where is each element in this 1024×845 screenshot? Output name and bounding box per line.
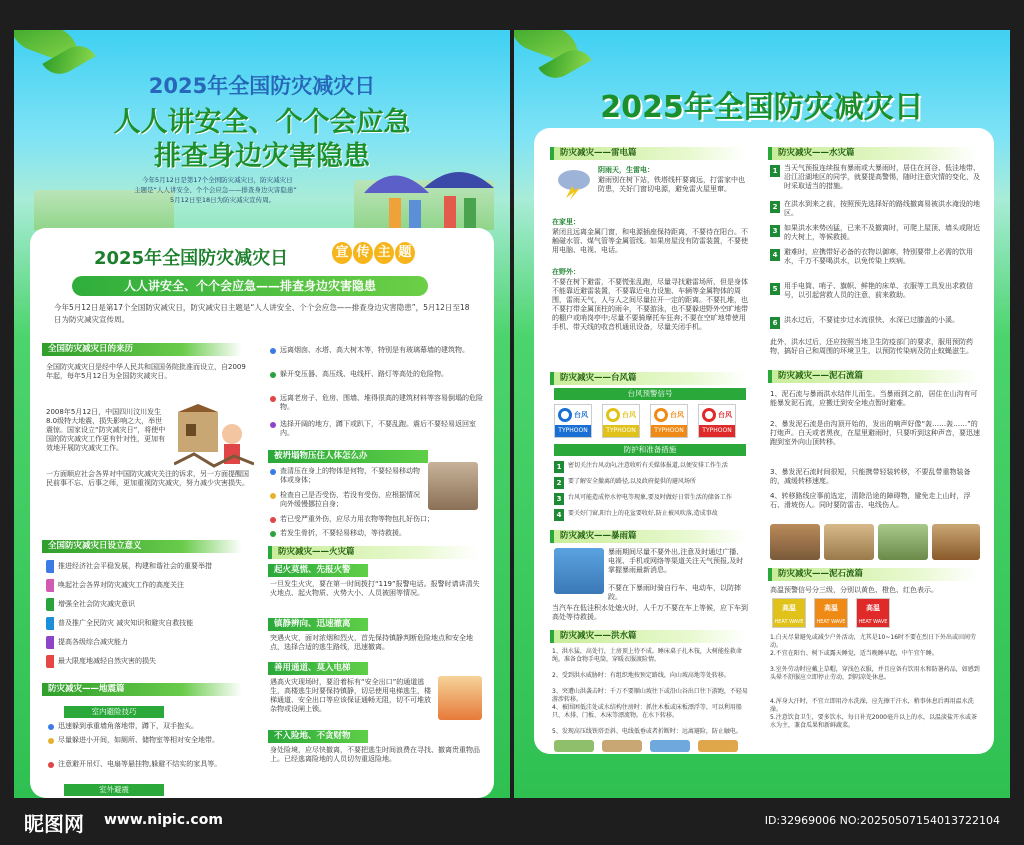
fire-subtitle-3: 善用通道、莫入电梯 — [268, 662, 368, 675]
mudflow-illustration — [878, 524, 928, 560]
heat-item: 4.浑身大汗时，不宜立即用冷水洗澡，应先擦干汗水，稍事休息后再用温水洗澡。 — [770, 698, 974, 713]
right-poster — [514, 30, 1010, 798]
title-tag-char: 宣 — [332, 242, 352, 264]
theme-banner: 人人讲安全、个个会应急——排查身边灾害隐患 — [72, 276, 428, 296]
quake-outdoor-item: 选择开阔的地方，蹲下或趴下，不要乱跑。震后不要轻易返回室内。 — [270, 420, 484, 438]
left-header-line2: 人人讲安全、个个会应急 — [113, 107, 411, 138]
image-id: ID:32969006 NO:20250507154013722104 — [764, 814, 1000, 827]
mudflow-item: 2、暴发泥石流是由沟顶开始的，发出的响声好像“轰……轰……”的打炮声。白天或者黑夜，在屋里避雨时，只要听到这种声音，要迅速跑到室外向山顶转移。 — [770, 420, 980, 446]
flood-left-title: 防灾减灾——洪水篇 — [550, 630, 746, 643]
typhoon-title: 防灾减灾——台风篇 — [550, 372, 746, 385]
quake-outdoor-item: 远离烟囱、水塔、高大树木等，特别是有玻璃幕墙的建筑物。 — [270, 346, 484, 355]
quake-indoor-item: 注意避开吊灯、电扇等悬挂物,躲避不结实的家具等。 — [48, 760, 258, 769]
panel-title: 2025年全国防灾减灾日 — [94, 248, 289, 269]
flood-illustration — [554, 740, 594, 752]
thunder-cloud-icon — [554, 166, 594, 200]
meaning-item: 增强全社会防灾减灾意识 — [46, 598, 256, 611]
heat-item: 3.室外劳动时应戴上草帽，穿浅色衣服，并且应备有饮用水和防暑药品，如感到头晕不舒服应立即停止劳动，到阴凉处休息。 — [770, 666, 980, 681]
typhoon-measures-title: 防护和准备措施 — [554, 444, 746, 456]
mudflow-illustration — [932, 524, 980, 560]
thunder-text-3: 不要在树下避雷，不要慌张乱跑，尽量寻找避雷场所，但是身体不能靠近避雷装置，不要靠近电力设施、车辆等金属物体的周围，雷雨天气，人与人之间尽量拉开一定的距离。不要扎堆，也不要打带金属顶柱的雨伞，不要游泳，也不要躲进野外空旷地带的棚户或哨岗亭中;尽量不要骑摩托车狂奔;不要在空旷地带使用手机、带天线的收音机通讯设备，尽量关闭手机。 — [552, 278, 748, 331]
site-logo: 昵图网 — [24, 812, 84, 836]
origin-paragraph-2b: 一方面顺应社会各界对中国防灾减灾关注的诉求，另一方面提醒国民前事不忘、后事之师，更加重视防灾减灾，努力减少灾害损失。 — [46, 470, 249, 487]
heat-item: 5.注意饮食卫生，要多饮水，每日补充2000毫升以上的水，以温淡盐开水或茶水为主，兼食瓜果和新鲜蔬菜。 — [770, 714, 977, 729]
thunder-title: 防灾减灾——雷电篇 — [550, 147, 746, 160]
flood-left-item: 1、洪水猛，高处行，土房顶上待不成。睡床桌子扎木筏，大树能拴救命绳。准备食物手电筒，穿暖衣服渡险情。 — [552, 648, 742, 663]
left-header-line1: 2025年全国防灾减灾日 — [148, 74, 376, 98]
heat-title: 防灾减灾——泥石流篇 — [768, 568, 978, 581]
fire-subtitle-4: 不入险地、不贪财物 — [268, 730, 368, 743]
children-umbrella-illustration — [354, 158, 504, 238]
flood-left-item: 2、受到洪水威胁时：有组织地按预定路线，向山坡高地等处转移。 — [552, 672, 730, 679]
fire-subtitle-2: 镇静辨向、迅速撤离 — [268, 618, 368, 631]
quake-outdoor-item: 躲开变压器、高压线、电线杆、路灯等高处的危险物。 — [270, 370, 484, 379]
heat-levels-text: 高温预警信号分三级，分别以黄色、橙色、红色表示。 — [770, 586, 938, 594]
quake-buried-item: 检查自己是否受伤，若没有受伤，应根据情况向外缓慢挪拉自身； — [270, 491, 426, 509]
fire-text-3: 遇高火灾现场时，要沿着标有“安全出口”的通道逃生，高楼逃生时要保持镇静，切忌使用电梯逃生，楼梯通道、安全出口等应该保证通畅无阻，切不可堆放杂物或设闸上锁。 — [270, 678, 431, 713]
heat-item: 1.白天尽量避免或减少户外活动，尤其是10~16时不要在烈日下外出或田间劳动。 — [770, 634, 977, 649]
quake-indoor-subtitle: 室内避险技巧 — [64, 706, 164, 718]
origin-paragraph-2a: 2008年5月12日，中国四川汶川发生8.0级特大地震，损失影响之大，举世震惊。国家设立“防灾减灾日”，将使中国的防灾减灾工作更有针对性，更加有效地开展防灾减灾工作。 — [46, 408, 166, 452]
meaning-title: 全国防灾减灾日设立意义 — [42, 540, 242, 553]
flood-right-item: 5 用手电筒、哨子、旗帜、鲜艳的床单、衣服等工具发出求救信号，以引起营救人员的注意，前来救助。 — [770, 282, 982, 300]
heat-signal-yellow: 高温 HEAT WAVE — [772, 598, 806, 628]
earthquake-illustration — [174, 404, 254, 470]
typhoon-signal-yellow: 台风 TYPHOON — [602, 404, 640, 438]
typhoon-measure: 2 要了解安全撤离的路径,以及政府提供的避风场所 — [554, 476, 748, 488]
mudflow-title: 防灾减灾——泥石流篇 — [768, 370, 978, 383]
typhoon-measure: 1 密切关注台风动向,注意收听有关媒体报道,以便安排工作生活 — [554, 460, 748, 472]
flood-illustration — [602, 740, 642, 752]
flood-right-item: 1 当天气预报连续报有暴雨或大暴雨时，居住在河谷、低洼地带、沿江沿湖地区的同学，就要提高警惕，随时注意灾情的变化，及时采取适当的措施。 — [770, 164, 982, 191]
meaning-item: 最大限度地减轻自然灾害的损失 — [46, 655, 256, 668]
meaning-item: 普及推广全民防灾 减灾知识和避灾自救技能 — [46, 617, 256, 630]
flood-right-item: 2 在洪水到来之前，按照预先选择好的路线撤离易被洪水淹没的地区。 — [770, 200, 982, 218]
right-header-title: 2025年全国防灾减灾日 — [600, 90, 924, 125]
title-tag-char: 题 — [395, 242, 415, 264]
header-intro-1: 今年5月12日是第17个全国防灾减灾日，防灾减灾日 — [142, 176, 293, 184]
mudflow-illustration — [824, 524, 874, 560]
quake-indoor-item: 尽量躲进小开间，如厕所、储物室等相对安全地带。 — [48, 736, 258, 745]
flood-left-item: 4、被围困低洼处或水结构住房时：抓住木板或床板漂浮等，可以利用船只、木排、门板、木床等漂流物。在水下转移。 — [552, 704, 742, 719]
title-tag-char: 主 — [374, 242, 394, 264]
thunder-text-1: 避雨别在树下站，铁塔线杆要离远，打雷家中也防患，关好门窗切电源，避免雷火屋里窜。 — [598, 176, 745, 193]
heat-signal-red: 高温 HEAT WAVE — [856, 598, 890, 628]
meaning-item: 提高各级综合减灾能力 — [46, 636, 256, 649]
origin-paragraph-1: 全国防灾减灾日是经中华人民共和国国务院批准而设立，自2009年起，每年5月12日为全国防灾减灾日。 — [46, 363, 246, 380]
meaning-item: 唤起社会各界对防灾减灾工作的高度关注 — [46, 579, 256, 592]
city-skyline-illustration — [34, 190, 174, 230]
quake-buried-item: 查清压在身上的物体是何物，不要轻易移动物体或身体； — [270, 467, 426, 485]
typhoon-signal-orange: 台风 TYPHOON — [650, 404, 688, 438]
origin-title: 全国防灾减灾日的来历 — [42, 343, 242, 356]
quake-outdoor-item: 远离老房子、危房、围墙、堆得很高的建筑材料等容易倒塌的危险物。 — [270, 394, 484, 412]
heat-signal-orange: 高温 HEAT WAVE — [814, 598, 848, 628]
fire-text-1: 一旦发生火灾，要在第一时间拨打“119”报警电话。报警时请讲清失火地点、起火物质、火势大小、人员被困等情况。 — [270, 580, 480, 597]
rain-text-2: 不要在下暴雨时骑自行车、电动车，以防摔跤。 — [608, 584, 741, 601]
mudflow-item: 3、暴发泥石流时间很短，只能携带轻装转移，不要乱带重物装备的，减缓转移速度。 — [770, 468, 971, 485]
flood-illustration — [650, 740, 690, 752]
thunder-subtitle-2: 在家里： — [552, 218, 580, 226]
site-url: www.nipic.com — [104, 812, 223, 828]
buried-person-illustration — [428, 462, 478, 510]
fire-text-4: 身处险境，应尽快撤离，不要把逃生时间浪费在寻找、撤离贵重物品上。已经逃离险地的人员切勿重返险地。 — [270, 746, 480, 763]
flood-right-after: 此外，洪水过后，还应按照当地卫生防疫部门的要求，服用预防药物，搞好自己和周围的环境卫生，以预防传染病及防止蚊蝇滋生。 — [770, 338, 973, 355]
left-poster — [14, 30, 510, 798]
mudflow-illustration — [770, 524, 820, 560]
mudflow-item: 4、转移路线应事前选定，清除沿途的障碍物，避免走上山时，浮石、滑坡伤人。同时要防雷击、电线伤人。 — [770, 492, 971, 509]
flood-right-title: 防灾减灾——水灾篇 — [768, 147, 978, 160]
thunder-text-2: 紧闭且远离金属门窗，和电源插座保持距离，不要待在阳台。不触碰水管、煤气管等金属管线。如果房屋没有防雷装置，不要使用电脑、电视、电话。 — [552, 228, 748, 254]
left-header-line3: 排查身边灾害隐患 — [154, 141, 370, 172]
theme-text: 今年5月12日是第17个全国防灾减灾日，防灾减灾日主题是“人人讲安全、个个会应急——排查身边灾害隐患”，5月12日至18日为防灾减灾宣传周。 — [54, 303, 470, 324]
header-intro-2: 主题是“人人讲安全、个个会应急——排查身边灾害隐患” — [134, 186, 297, 194]
flood-illustration — [698, 740, 738, 752]
watermark-bar — [0, 798, 1024, 845]
quake-title: 防灾减灾——地震篇 — [42, 683, 242, 696]
flood-right-item: 3 如果洪水来势凶猛，已来不及撤离时，可爬上屋顶、墙头或附近的大树上，等候救援。 — [770, 224, 982, 242]
panel-title-tag — [332, 242, 415, 264]
typhoon-signal-red: 台风 TYPHOON — [698, 404, 736, 438]
quake-outdoor-subtitle: 室外避震 — [64, 784, 164, 796]
rainstorm-illustration — [554, 548, 604, 594]
rain-text-1: 暴雨期间尽量不要外出,注意及时通过广播、电视、手机或网络等渠道关注天气预报,及时掌握暴雨最新消息。 — [608, 548, 744, 574]
thunder-subtitle-3: 在野外： — [552, 268, 580, 276]
typhoon-measure: 4 要关好门窗,阳台上的花盆要收好,防止被风吹落,造成事故 — [554, 508, 748, 520]
meaning-item: 推进经济社会平稳发展，构建和谐社会的重要举措 — [46, 560, 256, 573]
fire-subtitle-1: 起火莫慌、先报火警 — [268, 564, 368, 577]
flood-left-item: 5、发现高压线铁塔歪斜、电线低垂或者折断时：远离避险，防止触电。 — [552, 728, 742, 735]
flood-right-item: 4 避难时，应携带好必备的衣物以御寒，特别要带上必需的饮用水，千万不要喝洪水，以免传染上疾病。 — [770, 248, 982, 266]
typhoon-signal-blue: 台风 TYPHOON — [554, 404, 592, 438]
header-intro-3: 5月12日至18日为防灾减灾宣传周。 — [170, 196, 276, 204]
quake-buried-item: 若发生骨折，不要轻易移动，等待救援。 — [270, 529, 484, 538]
typhoon-signal-title: 台风预警信号 — [554, 388, 746, 400]
fire-title: 防灾减灾——火灾篇 — [268, 546, 478, 559]
quake-buried-subtitle: 被坍塌物压住人体怎么办 — [268, 450, 428, 463]
flood-left-item: 3、突遭山洪袭击时：千万不要顺山坡往下或沿山谷出口往下游跑，不轻易游涉转移。 — [552, 688, 748, 703]
thunder-subtitle-1: 阴雨天，生雷电： — [598, 166, 654, 174]
typhoon-measure: 3 台风可能造成停水停电等现象,要及时做好日常生活的储备工作 — [554, 492, 748, 504]
quake-indoor-item: 迅速躲到承重墙角落地带，蹲下，双手抱头。 — [48, 722, 258, 731]
fire-text-2: 突遇火灾，面对浓烟和烈火，首先保持镇静判断危险地点和安全地点，选择合适的逃生路线，迅速撤离。 — [270, 634, 473, 651]
title-tag-char: 传 — [353, 242, 373, 264]
rain-title: 防灾减灾——暴雨篇 — [550, 530, 746, 543]
mudflow-item: 1、泥石流与暴雨洪水结伴儿而生。当暴雨到之前，居住在山沟有可能暴发泥石流，应搬迁到安全地点暂时避难。 — [770, 390, 978, 407]
rain-text-3: 当汽车在低洼积水处熄火时，人千万不要在车上等候，应下车到高处等待救援。 — [552, 604, 748, 621]
fire-escape-illustration — [438, 676, 482, 720]
heat-item: 2.不宜在阳台、树下或露天睡觉，适当晚睡早起，中午宜午睡。 — [770, 650, 938, 657]
quake-buried-item: 若已受严重外伤，应尽力用衣物等物包扎好伤口； — [270, 515, 484, 524]
flood-right-item: 6 洪水过后，不要徒步过水流很快、水深已过膝盖的小溪。 — [770, 316, 982, 325]
